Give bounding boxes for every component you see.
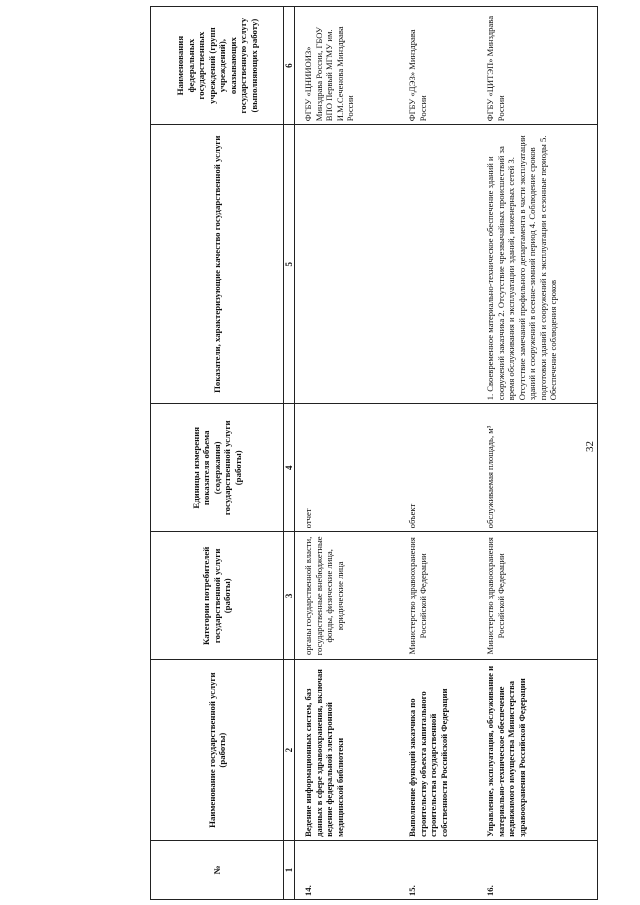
table-header-row (151, 7, 284, 900)
row-service: Ведение информационных систем, баз данных в сфере здравоохранения, включая ведение федеральной электронной медицинской библиотеки (295, 660, 406, 841)
row-unit: отчет (295, 404, 406, 532)
rotated-table-container (150, 6, 590, 900)
col-number: 5 (284, 125, 295, 404)
header-num: № (151, 840, 284, 899)
row-service: Управление, эксплуатация, обслуживание и материально-техническое обеспечение недвижимого имущества Министерства здравоохранения Российской Федерации (483, 660, 598, 841)
header-consumers: Категории потребителей государственной услуги (работы) (151, 532, 284, 660)
header-service: Наименование государственной услуги (работы) (151, 660, 284, 841)
row-unit: объект (405, 404, 483, 532)
row-institutions: ФГБУ «ЦИТЭП» Минздрава России (483, 7, 598, 125)
row-consumers: Министерство здравоохранения Российской Федерации (405, 532, 483, 660)
row-unit: обслуживаемая площадь, м³ (483, 404, 598, 532)
row-service: Выполнение функций заказчика по строительству объекта капитального строительства государственной собственности Российской Федерации (405, 660, 483, 841)
table-row (483, 7, 598, 900)
row-consumers: органы государственной власти, государственные внебюджетные фонды, физические лица, юридические лица (295, 532, 406, 660)
row-number: 15. (405, 840, 483, 899)
row-institutions: ФГБУ «ЦНИИОИЗ» Минздрава России, ГБОУ ВПО Первый МГМУ им. И.М.Сеченова Минздрава России (295, 7, 406, 125)
col-number: 3 (284, 532, 295, 660)
row-quality: 1. Своевременное материально-техническое обеспечение зданий и сооружений заказчика 2. Отсутствие чрезвычайных происшествий за время обслуживания и эксплуатации зданий, инженерных сетей 3. Отсутствие замечаний профильного департамента в части эксплуатации зданий и сооружений в осенне-зимний период 4. Соблюдение сроков подготовки зданий и сооружений к эксплуатации в сезонные периоды 5. Обеспечение соблюдения сроков (483, 125, 598, 404)
header-institutions: Наименования федеральных государственных учреждений (групп учреждений), оказывающих государственную услугу (выполняющих работу) (151, 7, 284, 125)
table-row (405, 7, 483, 900)
table-row (295, 7, 406, 900)
row-consumers: Министерство здравоохранения Российской Федерации (483, 532, 598, 660)
page-number: 32 (584, 441, 596, 452)
column-number-row (284, 7, 295, 900)
row-number: 14. (295, 840, 406, 899)
col-number: 6 (284, 7, 295, 125)
row-number: 16. (483, 840, 598, 899)
col-number: 4 (284, 404, 295, 532)
col-number: 2 (284, 660, 295, 841)
row-institutions: ФГБУ «ДЭЗ» Минздрава России (405, 7, 483, 125)
header-quality: Показатели, характеризующие качество государственной услуги (151, 125, 284, 404)
services-table (150, 6, 598, 900)
header-unit: Единицы измерения показателя объема (содержания) государственной услуги (работы) (151, 404, 284, 532)
row-quality (295, 125, 406, 404)
row-quality (405, 125, 483, 404)
col-number: 1 (284, 840, 295, 899)
